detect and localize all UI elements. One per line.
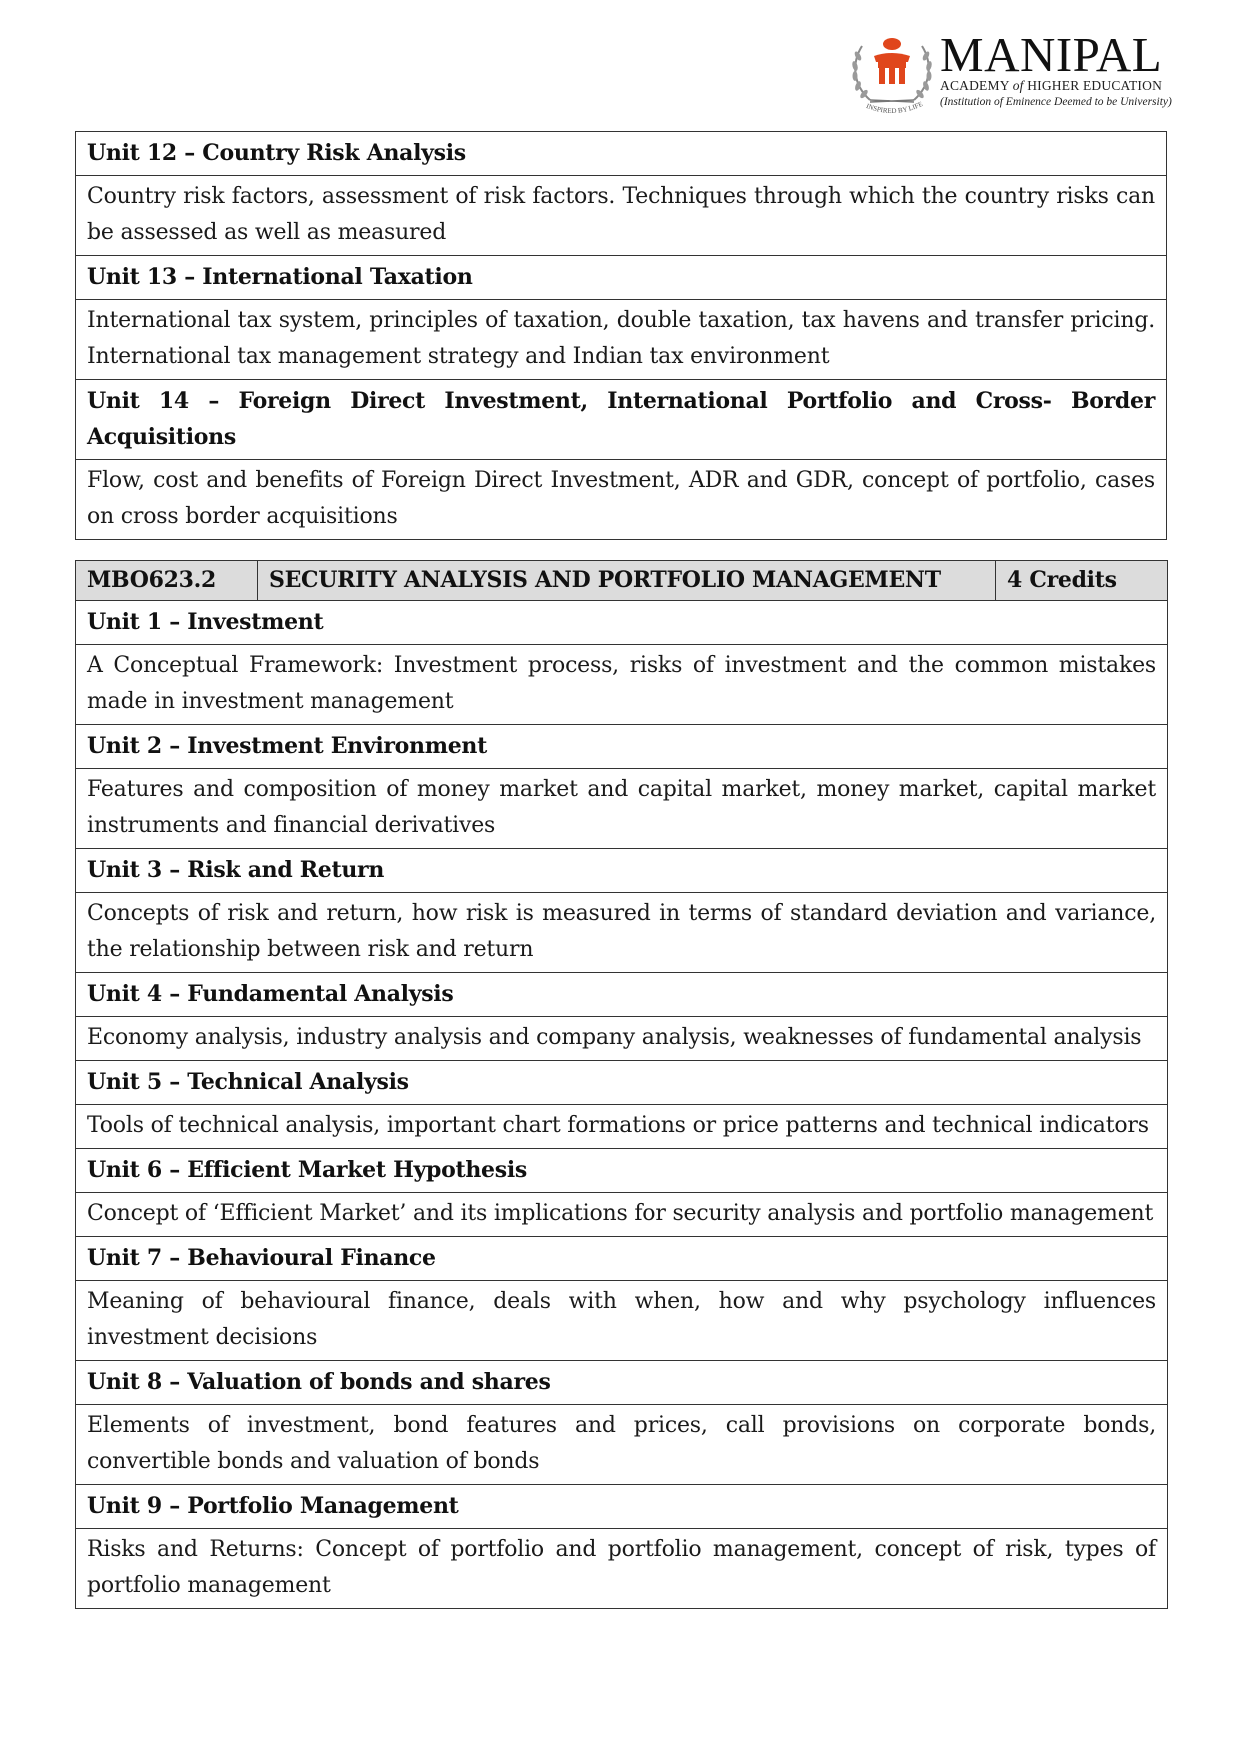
table-row xyxy=(76,1405,1168,1485)
table-row xyxy=(76,460,1167,540)
table-row xyxy=(76,769,1168,849)
table-row xyxy=(76,601,1168,645)
unit-title: Unit 1 – Investment xyxy=(76,601,1168,645)
unit-description: Elements of investment, bond features and prices, call provisions on corporate bonds, convertible bonds and valuation of bonds xyxy=(76,1405,1168,1485)
unit-description: A Conceptual Framework: Investment process, risks of investment and the common mistakes made in investment management xyxy=(76,645,1168,725)
logo-subtitle: ACADEMY of HIGHER EDUCATION xyxy=(940,78,1163,93)
unit-title: Unit 8 – Valuation of bonds and shares xyxy=(76,1361,1168,1405)
unit-title: Unit 5 – Technical Analysis xyxy=(76,1061,1168,1105)
table-row xyxy=(76,1361,1168,1405)
table-row xyxy=(76,300,1167,380)
table-row xyxy=(76,1105,1168,1149)
unit-description: Features and composition of money market and capital market, money market, capital market instruments and financial derivatives xyxy=(76,769,1168,849)
unit-title: Unit 12 – Country Risk Analysis xyxy=(76,132,1167,176)
unit-title: Unit 13 – International Taxation xyxy=(76,256,1167,300)
table-row xyxy=(76,132,1167,176)
table-row xyxy=(76,1237,1168,1281)
course-syllabus-table xyxy=(75,560,1168,1609)
table-row xyxy=(76,645,1168,725)
unit-title: Unit 2 – Investment Environment xyxy=(76,725,1168,769)
unit-title: Unit 3 – Risk and Return xyxy=(76,849,1168,893)
table-row xyxy=(76,849,1168,893)
syllabus-table-continued xyxy=(75,131,1167,540)
table-row xyxy=(76,973,1168,1017)
course-header-row xyxy=(76,561,1168,601)
unit-description: Concept of ‘Efficient Market’ and its implications for security analysis and portfolio management xyxy=(76,1193,1168,1237)
table-row xyxy=(76,893,1168,973)
course-code: MBO623.2 xyxy=(76,561,258,601)
unit-description: Concepts of risk and return, how risk is measured in terms of standard deviation and variance, the relationship between risk and return xyxy=(76,893,1168,973)
table-row xyxy=(76,256,1167,300)
table-row xyxy=(76,1061,1168,1105)
table-row xyxy=(76,176,1167,256)
institution-logo xyxy=(848,28,1178,120)
manipal-emblem-icon xyxy=(848,28,936,120)
unit-title: Unit 6 – Efficient Market Hypothesis xyxy=(76,1149,1168,1193)
logo-name: MANIPAL xyxy=(940,27,1163,82)
table-row xyxy=(76,1281,1168,1361)
logo-tagline: (Institution of Eminence Deemed to be University) xyxy=(940,96,1172,108)
table-row xyxy=(76,1485,1168,1529)
table-row xyxy=(76,725,1168,769)
table-row xyxy=(76,1193,1168,1237)
unit-title: Unit 9 – Portfolio Management xyxy=(76,1485,1168,1529)
table-row xyxy=(76,1017,1168,1061)
unit-title: Unit 7 – Behavioural Finance xyxy=(76,1237,1168,1281)
unit-description: Tools of technical analysis, important chart formations or price patterns and technical indicators xyxy=(76,1105,1168,1149)
emblem-motto: INSPIRED BY LIFE xyxy=(865,99,925,116)
table-row xyxy=(76,1149,1168,1193)
unit-description: Meaning of behavioural finance, deals with when, how and why psychology influences investment decisions xyxy=(76,1281,1168,1361)
unit-description: Country risk factors, assessment of risk factors. Techniques through which the country risks can be assessed as well as measured xyxy=(76,176,1167,256)
unit-description: Risks and Returns: Concept of portfolio and portfolio management, concept of risk, types of portfolio management xyxy=(76,1529,1168,1609)
unit-title: Unit 14 – Foreign Direct Investment, International Portfolio and Cross- Border Acquisitions xyxy=(76,380,1167,460)
unit-description: Economy analysis, industry analysis and company analysis, weaknesses of fundamental analysis xyxy=(76,1017,1168,1061)
unit-description: International tax system, principles of taxation, double taxation, tax havens and transfer pricing. International tax management strategy and Indian tax environment xyxy=(76,300,1167,380)
unit-description: Flow, cost and benefits of Foreign Direct Investment, ADR and GDR, concept of portfolio, cases on cross border acquisitions xyxy=(76,460,1167,540)
table-row xyxy=(76,1529,1168,1609)
course-title: SECURITY ANALYSIS AND PORTFOLIO MANAGEMENT xyxy=(258,561,996,601)
course-credits: 4 Credits xyxy=(996,561,1168,601)
unit-title: Unit 4 – Fundamental Analysis xyxy=(76,973,1168,1017)
table-row xyxy=(76,380,1167,460)
